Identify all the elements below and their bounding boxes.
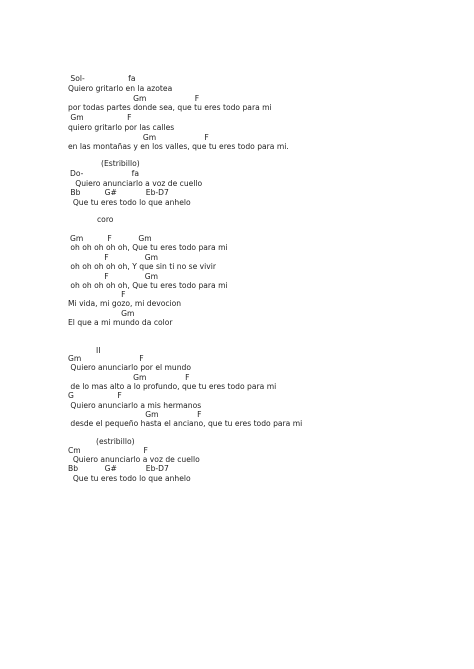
chord-line: F <box>68 290 126 299</box>
chord-line: Gm <box>68 309 135 318</box>
chord-line: Gm F <box>68 133 209 142</box>
lyric-line: Quiero anunciarlo a voz de cuello <box>68 455 200 464</box>
lyric-line: Quiero gritarlo en la azotea <box>68 84 173 93</box>
chord-line: Gm F Gm <box>70 234 152 243</box>
lyric-line: Mi vida, mi gozo, mi devocion <box>68 299 182 308</box>
chord-line: Do- fa <box>70 169 139 178</box>
chord-line: Gm F <box>68 354 144 363</box>
lyric-line: El que a mi mundo da color <box>68 318 173 327</box>
lyric-line: Quiero anunciarlo por el mundo <box>68 363 192 372</box>
lyric-line: oh oh oh oh oh, Que tu eres todo para mi <box>68 281 228 290</box>
chord-line: G F <box>68 391 122 400</box>
chord-line: F Gm <box>68 253 159 262</box>
chord-line: Sol- fa <box>68 74 136 83</box>
lyric-line: Quiero anunciarlo a voz de cuello <box>68 179 203 188</box>
chord-line: F Gm <box>68 272 159 281</box>
lyric-line: oh oh oh oh oh, Que tu eres todo para mi <box>68 243 228 252</box>
lyric-line: de lo mas alto a lo profundo, que tu eres todo para mi <box>68 382 277 391</box>
chord-line: Gm F <box>68 113 132 122</box>
lyric-line: quiero gritarlo por las calles <box>68 123 175 132</box>
section-heading: II <box>96 346 101 355</box>
chord-line: Bb G# Eb-D7 <box>68 188 169 197</box>
lyric-line: por todas partes donde sea, que tu eres todo para mi <box>68 103 272 112</box>
section-heading: coro <box>97 215 114 224</box>
chord-line: Gm F <box>68 410 202 419</box>
chord-line: Gm F <box>68 94 200 103</box>
chord-line: Bb G# Eb-D7 <box>68 464 169 473</box>
lyric-line: en las montañas y en los valles, que tu eres todo para mi. <box>68 142 289 151</box>
lyric-line: Que tu eres todo lo que anhelo <box>68 198 191 207</box>
chord-line: Cm F <box>68 446 148 455</box>
lyric-line: Quiero anunciarlo a mis hermanos <box>68 401 202 410</box>
section-heading: (Estribillo) <box>101 159 140 168</box>
lyric-line: Que tu eres todo lo que anhelo <box>68 474 191 483</box>
lyric-line: oh oh oh oh oh, Y que sin ti no se vivir <box>68 262 217 271</box>
section-heading: (estribillo) <box>96 437 135 446</box>
lyric-line: desde el pequeño hasta el anciano, que tu eres todo para mi <box>68 419 303 428</box>
chord-line: Gm F <box>68 373 190 382</box>
